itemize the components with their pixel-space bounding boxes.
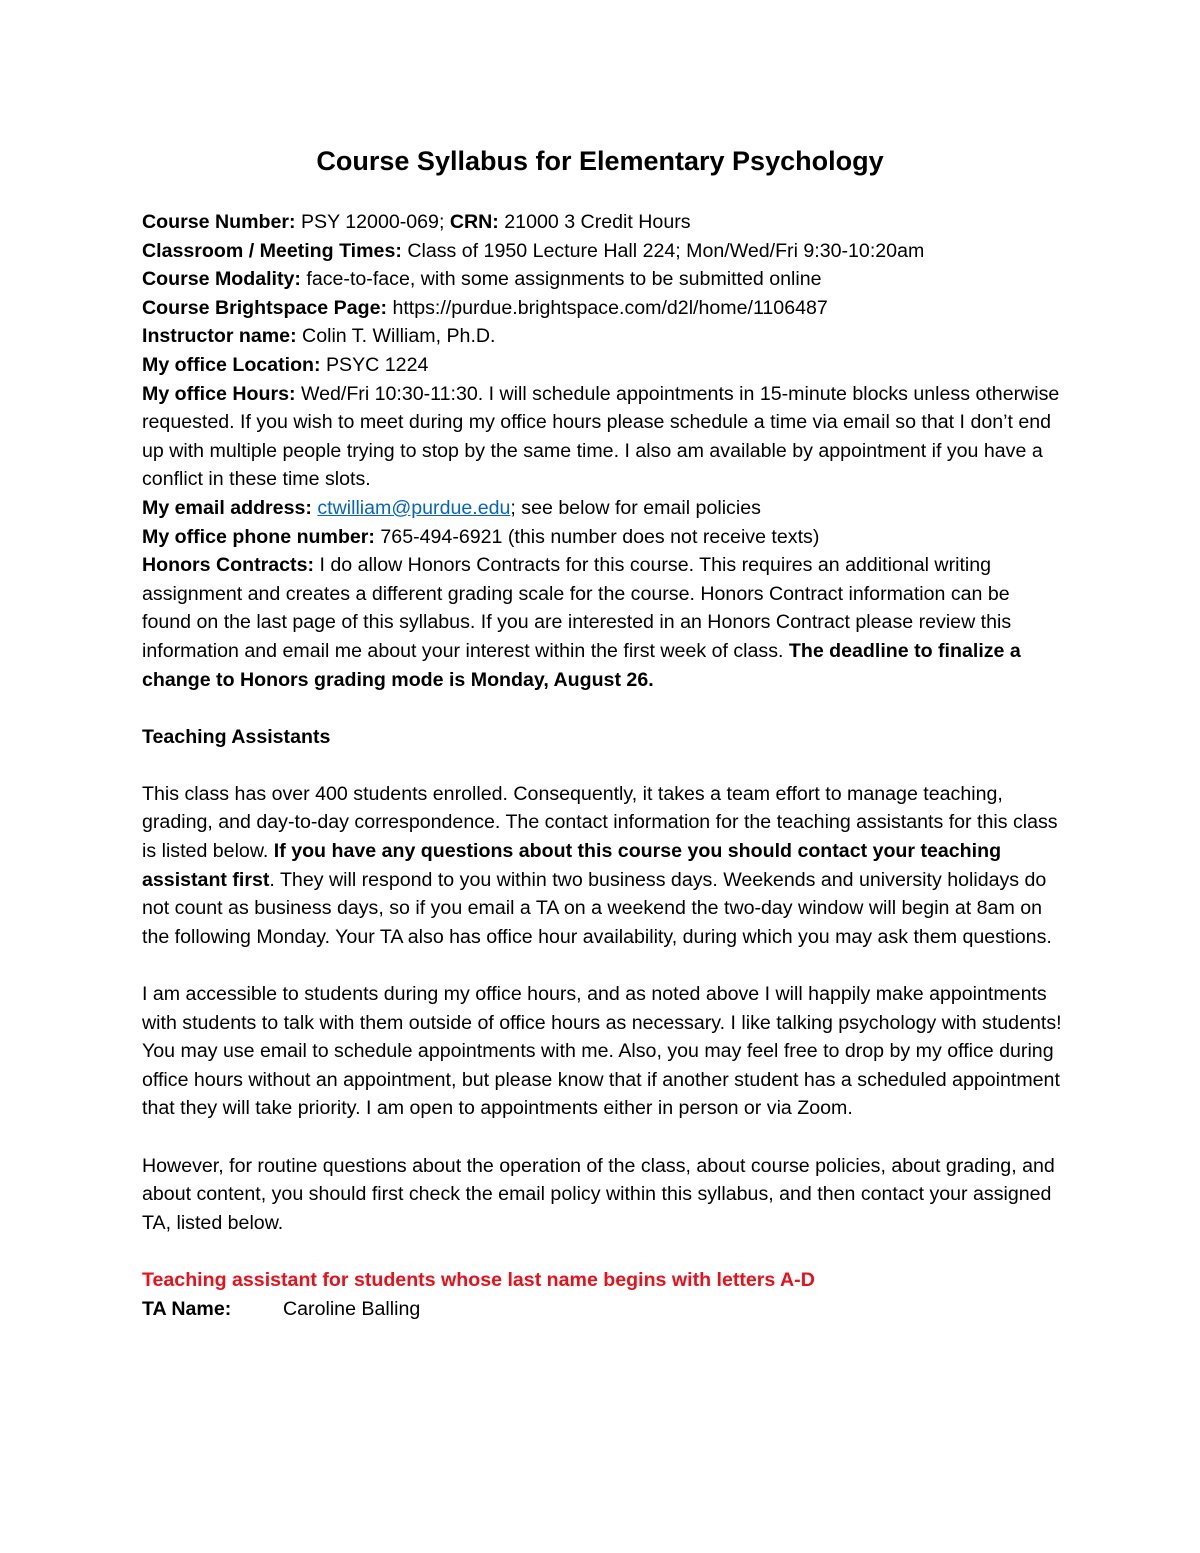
- ta-assignment-heading: Teaching assistant for students whose last name begins with letters A-D: [142, 1268, 815, 1291]
- instructor-line: [142, 322, 1062, 351]
- course-number-label: Course Number:: [142, 211, 296, 233]
- office-location-value: PSYC 1224: [320, 353, 429, 376]
- brightspace-url: https://purdue.brightspace.com/d2l/home/1106487: [387, 296, 828, 319]
- email-line: [142, 494, 1062, 523]
- course-number-value: PSY 12000-069;: [295, 211, 450, 233]
- ta-paragraph-1-start: This class has over 400 students enrolled. Consequently, it takes a team effort to manage teaching, grading, and day-to-day correspondence. The contact information for the teaching assistants for this class is listed below.: [142, 782, 1058, 863]
- phone-value: 765-494-6921 (this number does not receive texts): [374, 525, 820, 548]
- course-number-line: [142, 208, 1062, 237]
- ta-paragraph-1: [142, 780, 1062, 952]
- email-suffix: ; see below for email policies: [510, 496, 761, 519]
- modality-label: Course Modality:: [142, 268, 301, 291]
- ta-section-heading: Teaching Assistants: [142, 725, 331, 748]
- brightspace-label: Course Brightspace Page:: [142, 296, 387, 319]
- ta-paragraph-3: However, for routine questions about the operation of the class, about course policies, about grading, and about content, you should first check the email policy within this syllabus, and then contact your assigned TA, listed below.: [142, 1154, 1055, 1234]
- instructor-label: Instructor name:: [142, 325, 297, 348]
- honors-paragraph: [142, 551, 1062, 694]
- honors-value: I do allow Honors Contracts for this course. This requires an additional writing assignment and creates a different grading scale for the course. Honors Contract information can be found on the last page of this syllabus. If you are interested in an Honors Contract please review this information and email me about your interest within the first week of class.: [142, 554, 1012, 662]
- crn-value: 21000 3 Credit Hours: [498, 211, 691, 233]
- crn-label: CRN:: [449, 211, 499, 233]
- page-title: Course Syllabus for Elementary Psychology: [316, 146, 884, 176]
- ta-name-value: Caroline Balling: [283, 1297, 421, 1320]
- classroom-line: [142, 237, 1062, 266]
- office-location-line: [142, 351, 1062, 380]
- office-hours-value: Wed/Fri 10:30-11:30. I will schedule appointments in 15-minute blocks unless otherwise requested. If you wish to meet during my office hours please schedule a time via email so that I don’t end up with multiple people trying to stop by the same time. I also am available by appointment if you have a conflict in these time slots.: [142, 382, 1060, 491]
- phone-line: [142, 523, 1062, 552]
- brightspace-line: [142, 294, 1062, 323]
- honors-deadline: The deadline to finalize a change to Honors grading mode is Monday, August 26.: [142, 639, 1021, 691]
- honors-label: Honors Contracts:: [142, 554, 315, 577]
- classroom-label: Classroom / Meeting Times:: [142, 239, 402, 262]
- ta-paragraph-1-end: . They will respond to you within two business days. Weekends and university holidays do not count as business days, so if you email a TA on a weekend the two-day window will begin at 8am on the following Monday. Your TA also has office hour availability, during which you may ask them questions.: [142, 868, 1052, 948]
- office-location-label: My office Location:: [142, 353, 321, 376]
- ta-name-label: TA Name:: [142, 1297, 232, 1320]
- syllabus-body: [142, 208, 1062, 1323]
- modality-value: face-to-face, with some assignments to be submitted online: [300, 268, 822, 291]
- classroom-value: Class of 1950 Lecture Hall 224; Mon/Wed/Fri 9:30-10:20am: [401, 239, 925, 262]
- instructor-value: Colin T. William, Ph.D.: [296, 325, 496, 348]
- email-label: My email address:: [142, 496, 312, 519]
- email-link[interactable]: ctwilliam@purdue.edu: [317, 496, 511, 519]
- office-hours-label: My office Hours:: [142, 382, 296, 405]
- ta-paragraph-1-bold: If you have any questions about this course you should contact your teaching assistant first: [142, 840, 1002, 891]
- phone-label: My office phone number:: [142, 525, 375, 548]
- modality-line: [142, 265, 1062, 294]
- office-hours-paragraph: [142, 380, 1062, 494]
- ta-name-row: [142, 1295, 1062, 1324]
- ta-paragraph-2: I am accessible to students during my office hours, and as noted above I will happily make appointments with students to talk with them outside of office hours as necessary. I like talking psychology with students! You may use email to schedule appointments with me. Also, you may feel free to drop by my office during office hours without an appointment, but please know that if another student has a scheduled appointment that they will take priority. I am open to appointments either in person or via Zoom.: [142, 983, 1062, 1120]
